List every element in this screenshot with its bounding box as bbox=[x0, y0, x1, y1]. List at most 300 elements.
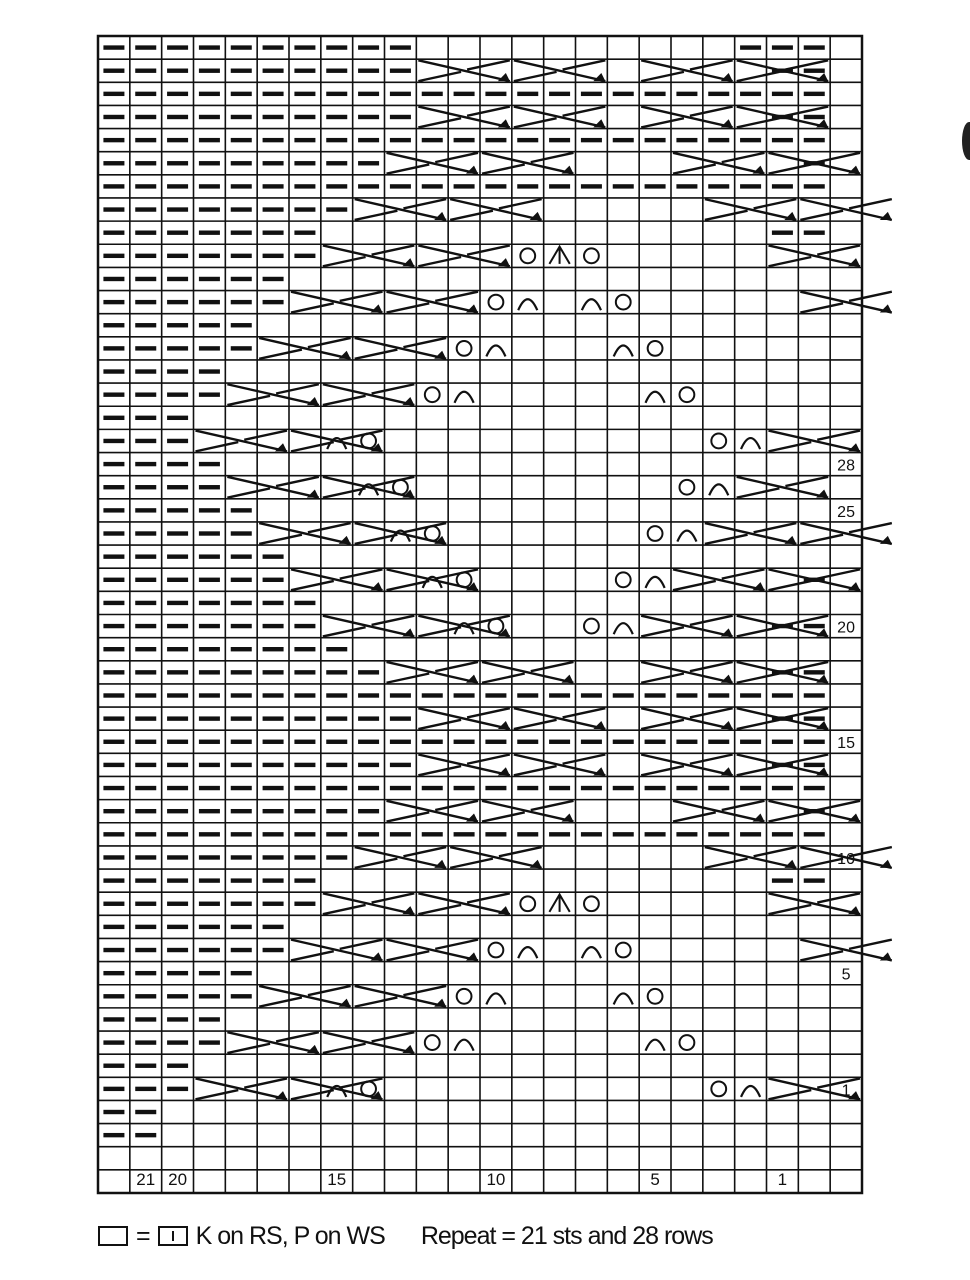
purl-dash-mark bbox=[135, 925, 156, 929]
purl-dash-mark bbox=[167, 485, 188, 489]
purl-dash-mark bbox=[708, 693, 729, 697]
purl-dash-mark bbox=[167, 439, 188, 443]
purl-dash-mark bbox=[326, 115, 347, 119]
purl-dash-mark bbox=[103, 578, 124, 582]
purl-dash-mark bbox=[517, 693, 538, 697]
row-number: 28 bbox=[837, 457, 855, 475]
purl-dash-mark bbox=[167, 1040, 188, 1044]
purl-dash-mark bbox=[231, 323, 252, 327]
purl-dash-mark bbox=[199, 45, 220, 49]
purl-dash-mark bbox=[103, 647, 124, 651]
purl-dash-mark bbox=[231, 740, 252, 744]
purl-dash-mark bbox=[199, 1017, 220, 1021]
purl-dash-mark bbox=[326, 647, 347, 651]
purl-dash-mark bbox=[294, 207, 315, 211]
purl-dash-mark bbox=[231, 902, 252, 906]
purl-dash-mark bbox=[103, 554, 124, 558]
purl-dash-mark bbox=[103, 809, 124, 813]
purl-dash-mark bbox=[263, 925, 284, 929]
purl-dash-mark bbox=[103, 994, 124, 998]
purl-dash-mark bbox=[231, 786, 252, 790]
purl-dash-mark bbox=[199, 69, 220, 73]
purl-dash-mark bbox=[103, 439, 124, 443]
purl-dash-mark bbox=[358, 740, 379, 744]
purl-dash-mark bbox=[135, 92, 156, 96]
purl-dash-mark bbox=[549, 92, 570, 96]
purl-dash-mark bbox=[135, 554, 156, 558]
stitch-column-number: 5 bbox=[650, 1169, 660, 1189]
purl-dash-mark bbox=[804, 693, 825, 697]
purl-dash-mark bbox=[135, 1064, 156, 1068]
purl-dash-mark bbox=[263, 878, 284, 882]
purl-dash-mark bbox=[326, 69, 347, 73]
purl-dash-mark bbox=[294, 184, 315, 188]
purl-dash-mark bbox=[231, 878, 252, 882]
purl-dash-mark bbox=[645, 832, 666, 836]
purl-dash-mark bbox=[804, 184, 825, 188]
legend-equals: = bbox=[136, 1221, 150, 1250]
purl-dash-mark bbox=[358, 69, 379, 73]
purl-dash-mark bbox=[231, 531, 252, 535]
row-number: 5 bbox=[841, 966, 851, 984]
purl-dash-mark bbox=[294, 902, 315, 906]
purl-dash-mark bbox=[167, 161, 188, 165]
purl-dash-mark bbox=[135, 994, 156, 998]
purl-dash-mark bbox=[581, 693, 602, 697]
purl-dash-mark bbox=[263, 92, 284, 96]
purl-dash-mark bbox=[167, 115, 188, 119]
purl-dash-mark bbox=[708, 740, 729, 744]
purl-dash-mark bbox=[167, 323, 188, 327]
purl-dash-mark bbox=[263, 855, 284, 859]
purl-dash-mark bbox=[103, 786, 124, 790]
purl-dash-mark bbox=[135, 462, 156, 466]
purl-dash-mark bbox=[294, 601, 315, 605]
purl-dash-mark bbox=[645, 740, 666, 744]
purl-dash-mark bbox=[167, 1087, 188, 1091]
purl-dash-mark bbox=[199, 855, 220, 859]
purl-dash-mark bbox=[740, 138, 761, 142]
purl-dash-mark bbox=[358, 832, 379, 836]
purl-dash-mark bbox=[167, 832, 188, 836]
purl-dash-mark bbox=[517, 832, 538, 836]
purl-dash-mark bbox=[231, 809, 252, 813]
cable-cross-mark bbox=[880, 860, 892, 868]
purl-dash-mark bbox=[135, 346, 156, 350]
purl-dash-mark bbox=[199, 462, 220, 466]
purl-dash-mark bbox=[135, 69, 156, 73]
purl-dash-mark bbox=[135, 878, 156, 882]
purl-dash-mark bbox=[103, 740, 124, 744]
purl-dash-mark bbox=[135, 647, 156, 651]
purl-dash-mark bbox=[454, 786, 475, 790]
purl-dash-mark bbox=[167, 902, 188, 906]
purl-dash-mark bbox=[199, 369, 220, 373]
purl-dash-mark bbox=[231, 69, 252, 73]
purl-dash-mark bbox=[103, 716, 124, 720]
purl-dash-mark bbox=[167, 254, 188, 258]
purl-dash-mark bbox=[613, 92, 634, 96]
purl-dash-mark bbox=[135, 392, 156, 396]
purl-dash-mark bbox=[135, 832, 156, 836]
purl-dash-mark bbox=[199, 254, 220, 258]
purl-dash-mark bbox=[199, 716, 220, 720]
purl-dash-mark bbox=[804, 832, 825, 836]
purl-dash-mark bbox=[326, 763, 347, 767]
purl-dash-mark bbox=[199, 693, 220, 697]
purl-dash-mark bbox=[135, 207, 156, 211]
stitch-column-number: 10 bbox=[486, 1169, 506, 1189]
purl-dash-mark bbox=[549, 184, 570, 188]
purl-dash-mark bbox=[167, 809, 188, 813]
purl-dash-mark bbox=[167, 624, 188, 628]
purl-dash-mark bbox=[294, 693, 315, 697]
purl-dash-mark bbox=[326, 92, 347, 96]
purl-dash-mark bbox=[199, 184, 220, 188]
purl-dash-mark bbox=[804, 115, 825, 119]
purl-dash-mark bbox=[167, 855, 188, 859]
purl-dash-mark bbox=[103, 485, 124, 489]
purl-dash-mark bbox=[103, 161, 124, 165]
purl-dash-mark bbox=[772, 624, 793, 628]
purl-dash-mark bbox=[231, 578, 252, 582]
purl-dash-mark bbox=[581, 92, 602, 96]
purl-dash-mark bbox=[103, 392, 124, 396]
purl-dash-mark bbox=[263, 161, 284, 165]
purl-dash-mark bbox=[581, 138, 602, 142]
purl-dash-mark bbox=[708, 92, 729, 96]
purl-dash-mark bbox=[772, 878, 793, 882]
purl-dash-mark bbox=[199, 763, 220, 767]
row-number: 20 bbox=[837, 619, 855, 637]
purl-dash-mark bbox=[135, 277, 156, 281]
purl-dash-mark bbox=[199, 346, 220, 350]
purl-dash-mark bbox=[103, 1110, 124, 1114]
purl-dash-mark bbox=[358, 115, 379, 119]
purl-dash-mark bbox=[199, 578, 220, 582]
purl-dash-mark bbox=[581, 786, 602, 790]
purl-dash-mark bbox=[199, 902, 220, 906]
purl-dash-mark bbox=[231, 670, 252, 674]
purl-dash-mark bbox=[549, 138, 570, 142]
purl-dash-mark bbox=[772, 693, 793, 697]
purl-dash-mark bbox=[103, 878, 124, 882]
purl-dash-mark bbox=[772, 740, 793, 744]
purl-dash-mark bbox=[199, 948, 220, 952]
purl-dash-mark bbox=[135, 670, 156, 674]
purl-dash-mark bbox=[263, 786, 284, 790]
purl-dash-mark bbox=[231, 948, 252, 952]
purl-dash-mark bbox=[167, 1017, 188, 1021]
purl-dash-mark bbox=[422, 786, 443, 790]
purl-dash-mark bbox=[294, 832, 315, 836]
purl-dash-mark bbox=[103, 230, 124, 234]
purl-dash-mark bbox=[263, 624, 284, 628]
purl-dash-mark bbox=[167, 878, 188, 882]
purl-dash-mark bbox=[263, 809, 284, 813]
purl-dash-mark bbox=[772, 69, 793, 73]
purl-dash-mark bbox=[199, 809, 220, 813]
purl-dash-mark bbox=[135, 323, 156, 327]
purl-dash-mark bbox=[358, 45, 379, 49]
purl-dash-mark bbox=[231, 254, 252, 258]
purl-dash-mark bbox=[676, 184, 697, 188]
purl-dash-mark bbox=[199, 300, 220, 304]
purl-dash-mark bbox=[358, 716, 379, 720]
purl-dash-mark bbox=[390, 763, 411, 767]
purl-dash-mark bbox=[294, 763, 315, 767]
purl-dash-mark bbox=[103, 69, 124, 73]
purl-dash-mark bbox=[326, 855, 347, 859]
purl-dash-mark bbox=[676, 832, 697, 836]
purl-dash-mark bbox=[804, 786, 825, 790]
purl-dash-mark bbox=[231, 763, 252, 767]
purl-dash-mark bbox=[199, 392, 220, 396]
legend-repeat-text: Repeat = 21 sts and 28 rows bbox=[420, 1221, 713, 1250]
purl-dash-mark bbox=[549, 786, 570, 790]
purl-dash-mark bbox=[294, 624, 315, 628]
purl-dash-mark bbox=[263, 184, 284, 188]
purl-dash-mark bbox=[199, 878, 220, 882]
purl-dash-mark bbox=[103, 624, 124, 628]
purl-dash-mark bbox=[422, 740, 443, 744]
purl-dash-mark bbox=[231, 832, 252, 836]
purl-dash-mark bbox=[740, 786, 761, 790]
purl-dash-mark bbox=[103, 832, 124, 836]
purl-dash-mark bbox=[199, 554, 220, 558]
purl-dash-mark bbox=[772, 184, 793, 188]
purl-dash-mark bbox=[167, 578, 188, 582]
purl-dash-mark bbox=[263, 693, 284, 697]
purl-dash-mark bbox=[135, 508, 156, 512]
purl-dash-mark bbox=[294, 115, 315, 119]
purl-dash-mark bbox=[263, 948, 284, 952]
purl-dash-mark bbox=[613, 786, 634, 790]
purl-dash-mark bbox=[326, 693, 347, 697]
purl-dash-mark bbox=[485, 693, 506, 697]
purl-dash-mark bbox=[294, 809, 315, 813]
purl-dash-mark bbox=[103, 300, 124, 304]
purl-dash-mark bbox=[199, 925, 220, 929]
purl-dash-mark bbox=[390, 740, 411, 744]
purl-dash-mark bbox=[263, 902, 284, 906]
purl-dash-mark bbox=[645, 92, 666, 96]
purl-dash-mark bbox=[804, 69, 825, 73]
purl-dash-mark bbox=[613, 832, 634, 836]
purl-dash-mark bbox=[103, 277, 124, 281]
purl-dash-mark bbox=[549, 832, 570, 836]
purl-dash-mark bbox=[231, 855, 252, 859]
purl-dash-mark bbox=[263, 115, 284, 119]
purl-dash-mark bbox=[199, 207, 220, 211]
purl-dash-mark bbox=[454, 184, 475, 188]
purl-dash-mark bbox=[167, 92, 188, 96]
purl-dash-mark bbox=[581, 184, 602, 188]
purl-dash-mark bbox=[740, 740, 761, 744]
purl-dash-mark bbox=[358, 138, 379, 142]
purl-dash-mark bbox=[199, 1040, 220, 1044]
purl-dash-mark bbox=[358, 786, 379, 790]
legend-blank-square-icon bbox=[98, 1226, 128, 1246]
purl-dash-mark bbox=[390, 786, 411, 790]
purl-dash-mark bbox=[135, 439, 156, 443]
purl-dash-mark bbox=[167, 300, 188, 304]
purl-dash-mark bbox=[294, 161, 315, 165]
purl-dash-mark bbox=[708, 786, 729, 790]
purl-dash-mark bbox=[167, 786, 188, 790]
cable-cross-mark bbox=[880, 536, 892, 544]
purl-dash-mark bbox=[390, 832, 411, 836]
purl-dash-mark bbox=[390, 92, 411, 96]
purl-dash-mark bbox=[135, 1017, 156, 1021]
purl-dash-mark bbox=[676, 138, 697, 142]
purl-dash-mark bbox=[103, 207, 124, 211]
stitch-column-number: 21 bbox=[136, 1169, 156, 1189]
purl-dash-mark bbox=[804, 45, 825, 49]
purl-dash-mark bbox=[422, 92, 443, 96]
purl-dash-mark bbox=[517, 740, 538, 744]
purl-dash-mark bbox=[740, 184, 761, 188]
purl-dash-mark bbox=[263, 45, 284, 49]
purl-dash-mark bbox=[103, 902, 124, 906]
purl-dash-mark bbox=[167, 1064, 188, 1068]
purl-dash-mark bbox=[167, 45, 188, 49]
purl-dash-mark bbox=[199, 138, 220, 142]
purl-dash-mark bbox=[135, 254, 156, 258]
purl-dash-mark bbox=[390, 184, 411, 188]
purl-dash-mark bbox=[103, 971, 124, 975]
purl-dash-mark bbox=[454, 92, 475, 96]
purl-dash-mark bbox=[135, 369, 156, 373]
purl-dash-mark bbox=[740, 45, 761, 49]
purl-dash-mark bbox=[199, 323, 220, 327]
purl-dash-mark bbox=[772, 45, 793, 49]
purl-dash-mark bbox=[263, 578, 284, 582]
purl-dash-mark bbox=[103, 670, 124, 674]
purl-dash-mark bbox=[167, 207, 188, 211]
purl-dash-mark bbox=[103, 1087, 124, 1091]
purl-dash-mark bbox=[103, 369, 124, 373]
purl-dash-mark bbox=[231, 554, 252, 558]
purl-dash-mark bbox=[294, 92, 315, 96]
purl-dash-mark bbox=[167, 69, 188, 73]
purl-dash-mark bbox=[613, 184, 634, 188]
purl-dash-mark bbox=[135, 138, 156, 142]
purl-dash-mark bbox=[294, 69, 315, 73]
purl-dash-mark bbox=[390, 115, 411, 119]
purl-dash-mark bbox=[517, 184, 538, 188]
stitch-column-number: 15 bbox=[327, 1169, 347, 1189]
purl-dash-mark bbox=[167, 138, 188, 142]
purl-dash-mark bbox=[485, 786, 506, 790]
purl-dash-mark bbox=[422, 832, 443, 836]
purl-dash-mark bbox=[326, 161, 347, 165]
purl-dash-mark bbox=[135, 416, 156, 420]
purl-dash-mark bbox=[294, 878, 315, 882]
purl-dash-mark bbox=[103, 462, 124, 466]
purl-dash-mark bbox=[167, 462, 188, 466]
cable-cross-mark bbox=[880, 952, 892, 960]
purl-dash-mark bbox=[358, 809, 379, 813]
purl-dash-mark bbox=[485, 832, 506, 836]
purl-dash-mark bbox=[804, 878, 825, 882]
purl-dash-mark bbox=[326, 184, 347, 188]
cable-cross-mark bbox=[880, 212, 892, 220]
purl-dash-mark bbox=[199, 230, 220, 234]
purl-dash-mark bbox=[135, 971, 156, 975]
purl-dash-mark bbox=[135, 300, 156, 304]
purl-dash-mark bbox=[199, 277, 220, 281]
purl-dash-mark bbox=[199, 624, 220, 628]
purl-dash-mark bbox=[103, 1133, 124, 1137]
purl-dash-mark bbox=[103, 508, 124, 512]
purl-dash-mark bbox=[231, 624, 252, 628]
purl-dash-mark bbox=[294, 647, 315, 651]
purl-dash-mark bbox=[103, 45, 124, 49]
purl-dash-mark bbox=[199, 601, 220, 605]
purl-dash-mark bbox=[199, 740, 220, 744]
purl-dash-mark bbox=[103, 601, 124, 605]
purl-dash-mark bbox=[231, 230, 252, 234]
purl-dash-mark bbox=[358, 763, 379, 767]
purl-dash-mark bbox=[772, 786, 793, 790]
purl-dash-mark bbox=[135, 115, 156, 119]
purl-dash-mark bbox=[422, 184, 443, 188]
purl-dash-mark bbox=[103, 1017, 124, 1021]
purl-dash-mark bbox=[231, 184, 252, 188]
purl-dash-mark bbox=[294, 716, 315, 720]
stitch-column-number: 20 bbox=[168, 1169, 188, 1189]
purl-dash-mark bbox=[326, 740, 347, 744]
legend-knit-text: K on RS, P on WS bbox=[195, 1221, 385, 1250]
purl-dash-mark bbox=[231, 161, 252, 165]
row-number: 25 bbox=[837, 503, 855, 521]
purl-dash-mark bbox=[103, 254, 124, 258]
purl-dash-mark bbox=[135, 578, 156, 582]
purl-dash-mark bbox=[645, 138, 666, 142]
purl-dash-mark bbox=[199, 832, 220, 836]
purl-dash-mark bbox=[135, 1040, 156, 1044]
purl-dash-mark bbox=[231, 300, 252, 304]
purl-dash-mark bbox=[581, 832, 602, 836]
purl-dash-mark bbox=[390, 716, 411, 720]
purl-dash-mark bbox=[358, 693, 379, 697]
purl-dash-mark bbox=[231, 693, 252, 697]
purl-dash-mark bbox=[772, 115, 793, 119]
purl-dash-mark bbox=[485, 92, 506, 96]
purl-dash-mark bbox=[294, 230, 315, 234]
purl-dash-mark bbox=[263, 832, 284, 836]
purl-dash-mark bbox=[517, 786, 538, 790]
purl-dash-mark bbox=[199, 647, 220, 651]
purl-dash-mark bbox=[422, 693, 443, 697]
purl-dash-mark bbox=[167, 277, 188, 281]
purl-dash-mark bbox=[676, 693, 697, 697]
purl-dash-mark bbox=[390, 138, 411, 142]
purl-dash-mark bbox=[326, 716, 347, 720]
purl-dash-mark bbox=[231, 971, 252, 975]
purl-dash-mark bbox=[804, 624, 825, 628]
purl-dash-mark bbox=[231, 207, 252, 211]
purl-dash-mark bbox=[167, 392, 188, 396]
purl-dash-mark bbox=[708, 184, 729, 188]
purl-dash-mark bbox=[294, 670, 315, 674]
purl-dash-mark bbox=[485, 184, 506, 188]
purl-dash-mark bbox=[772, 716, 793, 720]
purl-dash-mark bbox=[103, 763, 124, 767]
purl-dash-mark bbox=[231, 45, 252, 49]
stitch-column-number: 1 bbox=[777, 1169, 788, 1189]
